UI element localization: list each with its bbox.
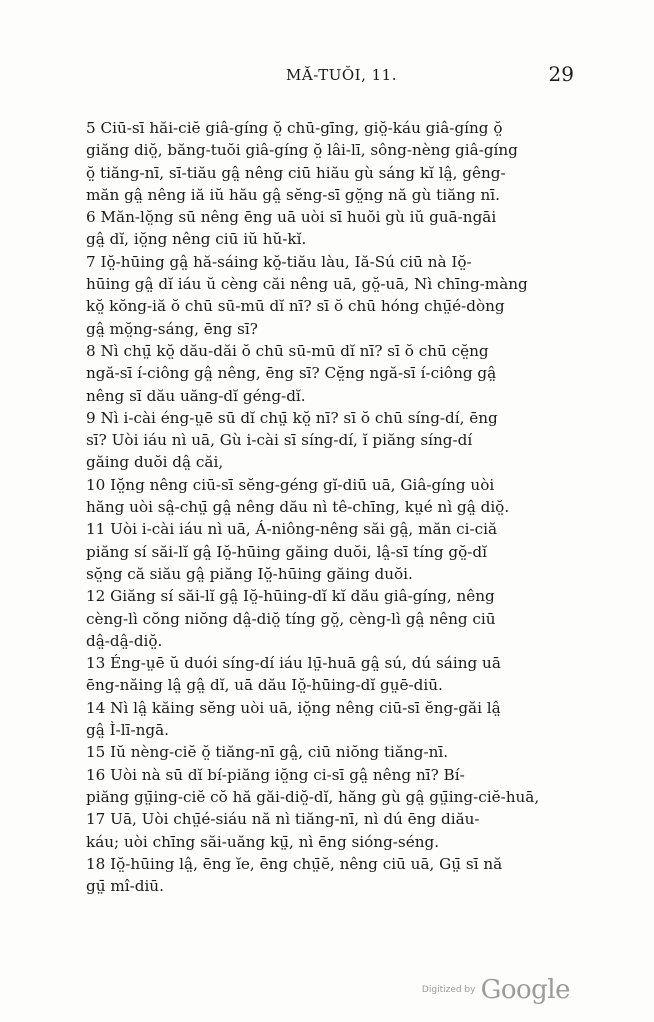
digitized-by-google-watermark <box>422 975 570 1005</box>
text-line: gâ̤ Ì-lī-ngā. <box>86 721 169 740</box>
digitized-label: Digitized by <box>421 985 476 995</box>
text-line: hăng uòi sâ̤-chṳ̄ gâ̤ nêng dău nì tê-chīng, kṳé nì gâ̤ diŏ̤. <box>86 498 510 517</box>
text-line: ŏ̤ tiăng-nī, sī-tiău gâ̤ nêng ciū hiău gù sáng kĭ lâ̤, gêng- <box>86 163 506 182</box>
text-line: 12 Giăng sí săi-lĭ gâ̤ Iŏ̤-hūing-dĭ kĭ dău giâ-gíng, nêng <box>86 587 495 606</box>
text-line: 8 Nì chṳ̄ kŏ̤ dău-dăi ŏ chū sū-mū dĭ nī? sī ŏ chū cĕ̤ng <box>86 341 489 360</box>
text-line: 10 Iŏ̤ng nêng ciū-sī sĕng-géng gĭ-diū uā, Giâ-gíng uòi <box>86 475 495 494</box>
text-line: sŏ̤ng că siău gâ̤ piăng Iŏ̤-hūing găing duŏi. <box>86 564 413 583</box>
google-logo: Google <box>480 975 570 1005</box>
text-line: ngă-sī í-ciông gâ̤ nêng, ēng sī? Cĕ̤ng ngă-sī í-ciông gâ̤ <box>86 364 497 383</box>
text-line: găing duŏi dâ̤ căi, <box>86 453 224 472</box>
text-line: 16 Uòi nà sū dĭ bí-piăng iŏ̤ng ci-sī gâ̤ nêng nī? Bí- <box>86 765 465 784</box>
text-line: 17 Uā, Uòi chṳ̄é-siáu nă nì tiăng-nī, nì dú ēng diău- <box>86 810 480 829</box>
body-text <box>86 117 586 897</box>
text-line: gṳ̄ mî-diū. <box>86 877 164 896</box>
text-line: nêng sī dău uăng-dĭ géng-dĭ. <box>86 386 306 405</box>
text-line: káu; uòi chīng săi-uăng kṳ̄, nì ēng sióng-séng. <box>86 832 440 851</box>
page-number: 29 <box>548 62 574 86</box>
text-line: dâ̤-dâ̤-diŏ̤. <box>86 631 163 650</box>
text-line: 5 Ciū-sī hăi-ciĕ giâ-gíng ŏ̤ chū-gīng, giŏ̤-káu giâ-gíng ŏ̤ <box>86 119 503 137</box>
text-line: 15 Iŭ nèng-ciĕ ŏ̤ tiăng-nī gâ̤, ciū niŏng tiăng-nī. <box>86 743 449 762</box>
text-line: măn gâ̤ nêng iă iŭ hău gâ̤ sĕng-sī gŏ̤ng nă gù tiăng nī. <box>86 185 500 204</box>
text-line: 18 Iŏ̤-hūing lâ̤, ēng ĭe, ēng chṳ̄ĕ, nêng ciū uā, Gṳ̄ sī nă <box>86 854 503 873</box>
text-line: 14 Nì lâ̤ kăing sĕng uòi uā, iŏ̤ng nêng ciū-sī ĕng-găi lâ̤ <box>86 698 501 717</box>
text-line: giăng diŏ̤, băng-tuŏi giâ-gíng ŏ̤ lâi-lī, sông-nèng giâ-gíng <box>86 141 518 160</box>
text-line: piăng sí săi-lĭ gâ̤ Iŏ̤-hūing găing duŏi, lâ̤-sī tíng gŏ̤-dĭ <box>86 542 487 561</box>
page-header <box>86 62 574 92</box>
running-title: MĂ-TUŎI, 11. <box>286 66 397 84</box>
text-line: gâ̤ mŏ̤ng-sáng, ēng sī? <box>86 319 258 338</box>
text-line: kŏ̤ kŏng-iă ŏ chū sū-mū dĭ nī? sī ŏ chū hóng chṳ̄é-dòng <box>86 297 505 316</box>
text-line: gâ̤ dĭ, iŏ̤ng nêng ciū iŭ hŭ-kĭ. <box>86 230 307 249</box>
text-line: sī? Uòi iáu nì uā, Gù i-cài sī síng-dí, ĭ piăng síng-dí <box>86 431 473 450</box>
text-line: piăng gṳ̄ing-ciĕ cŏ hă găi-diŏ̤-dĭ, hăng gù gâ̤ gṳ̄ing-ciĕ-huā, <box>86 787 540 806</box>
text-line: ēng-năing lâ̤ gâ̤ dĭ, uā dău Iŏ̤-hūing-dĭ gṳē-diū. <box>86 676 443 695</box>
text-line: 13 Éng-ṳē ŭ duói síng-dí iáu lṳ̄-huā gâ̤ sú, dú sáing uā <box>86 654 501 673</box>
text-line: 6 Măn-lŏ̤ng sū nêng ēng uā uòi sī huŏi gù iŭ guā-ngāi <box>86 208 497 227</box>
text-line: 11 Uòi i-cài iáu nì uā, Á-niông-nêng săi gâ̤, măn ci-ciă <box>86 520 498 539</box>
text-line: cèng-lì cŏng niŏng dâ̤-diŏ̤ tíng gŏ̤, cèng-lì gâ̤ nêng ciū <box>86 609 496 628</box>
text-line: 9 Nì i-cài éng-ṳē sū dĭ chṳ̄ kŏ̤ nī? sī ŏ chū síng-dí, ēng <box>86 408 498 427</box>
text-line: 7 Iŏ̤-hūing gâ̤ hă-sáing kŏ̤-tiău làu, Iă-Sú ciū nà Iŏ̤- <box>86 252 472 271</box>
text-line: hūing gâ̤ dĭ iáu ŭ cèng căi nêng uā, gŏ̤-uā, Nì chīng-màng <box>86 275 528 294</box>
